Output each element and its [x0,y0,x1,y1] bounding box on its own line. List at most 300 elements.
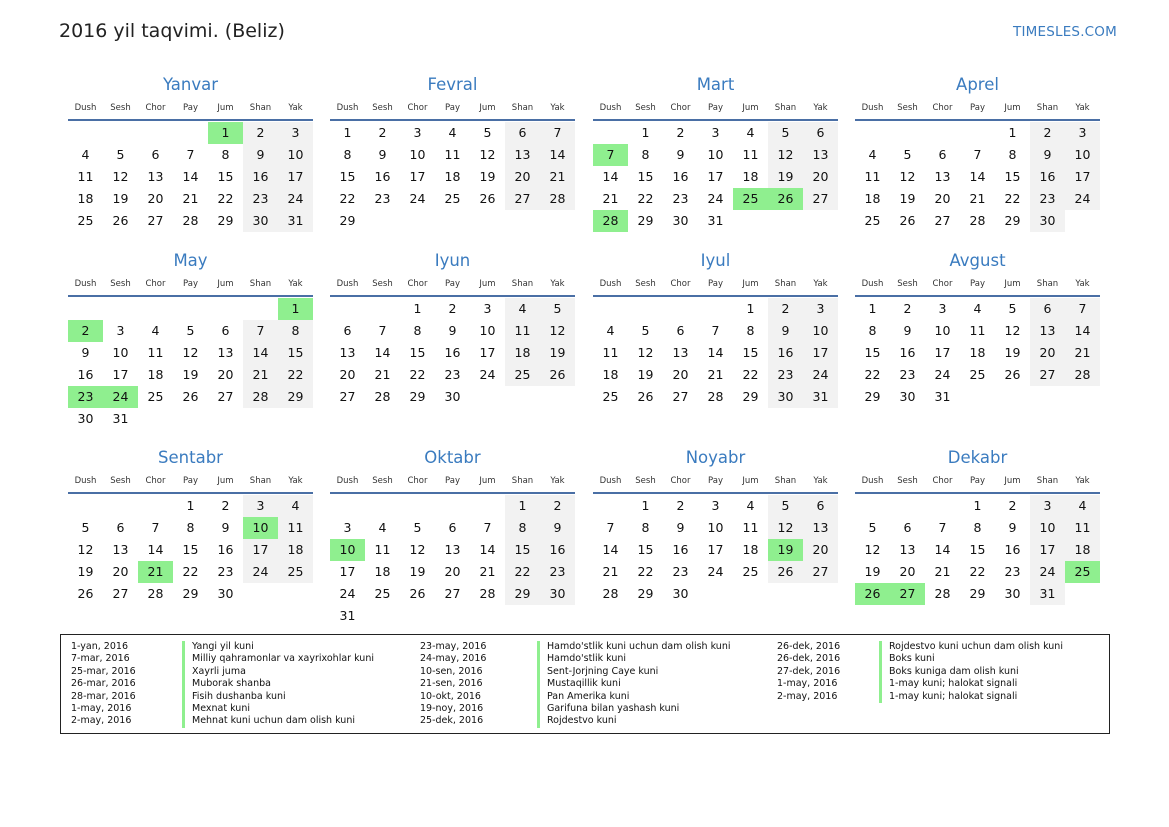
month-name: Yanvar [162,75,219,94]
day-cell: 28 [602,586,619,601]
day-cell: 22 [278,364,313,386]
weekday-header: Sesh [110,476,131,486]
day-cell: 17 [112,367,129,382]
day-cell: 27 [444,586,461,601]
day-cell: 13 [803,517,838,539]
day-cell: 4 [81,147,90,162]
day-cell: 9 [448,323,457,338]
day-cell: 12 [77,542,94,557]
day-cell: 10 [707,147,724,162]
day-cell: 12 [540,320,575,342]
weekday-header: Jum [217,279,234,289]
day-cell: 12 [1004,323,1021,338]
day-cell: 11 [742,147,759,162]
weekday-header: Dush [336,103,359,113]
day-cell: 4 [746,498,755,513]
weekday-header: Chor [407,476,428,486]
day-cell: 21 [602,191,619,206]
day-cell: 17 [479,345,496,360]
day-cell: 5 [641,323,650,338]
day-cell: 21 [182,191,199,206]
weekday-header: Jum [742,279,759,289]
day-cell: 23 [217,564,234,579]
day-cell: 16 [1030,166,1065,188]
weekday-header: Yak [550,103,565,113]
holiday-day-cell: 1 [208,122,243,144]
weekday-header: Pay [445,279,460,289]
day-cell: 7 [938,520,947,535]
day-cell: 20 [934,191,951,206]
weekday-header: Sesh [110,279,131,289]
weekday-header: Sesh [110,103,131,113]
day-cell: 16 [540,539,575,561]
day-cell: 5 [81,520,90,535]
day-cell: 7 [186,147,195,162]
day-cell: 15 [278,342,313,364]
day-cell: 9 [903,323,912,338]
holiday-day-cell: 27 [890,583,925,605]
day-cell: 3 [1065,122,1100,144]
day-cell: 26 [77,586,94,601]
day-cell: 31 [339,608,356,623]
day-cell: 14 [934,542,951,557]
day-cell: 16 [672,542,689,557]
day-cell: 26 [899,213,916,228]
day-cell: 3 [483,301,492,316]
day-cell: 20 [112,564,129,579]
day-cell: 17 [1030,539,1065,561]
day-cell: 27 [1030,364,1065,386]
day-cell: 5 [540,298,575,320]
day-cell: 13 [444,542,461,557]
day-cell: 26 [479,191,496,206]
month-name: Iyul [700,251,731,270]
day-cell: 27 [672,389,689,404]
day-cell: 2 [676,125,685,140]
day-cell: 8 [868,323,877,338]
weekday-header: Pay [445,103,460,113]
day-cell: 16 [444,345,461,360]
weekday-header: Yak [550,476,565,486]
day-cell: 21 [707,367,724,382]
header-rule [330,295,575,297]
weekday-header: Chor [145,103,166,113]
day-cell: 22 [339,191,356,206]
day-cell: 14 [540,144,575,166]
day-cell: 28 [969,213,986,228]
day-cell: 13 [899,542,916,557]
holiday-day-cell: 26 [855,583,890,605]
weekday-header: Yak [1075,476,1090,486]
legend-holiday-name: Pan Amerika kuni [537,691,629,704]
day-cell: 13 [112,542,129,557]
weekday-header: Dush [861,279,884,289]
day-cell: 29 [864,389,881,404]
day-cell: 18 [864,191,881,206]
day-cell: 28 [479,586,496,601]
day-cell: 3 [938,301,947,316]
day-cell: 25 [742,564,759,579]
holiday-day-cell: 7 [593,144,628,166]
day-cell: 31 [934,389,951,404]
day-cell: 1 [973,498,982,513]
day-cell: 27 [505,188,540,210]
day-cell: 25 [444,191,461,206]
day-cell: 5 [768,122,803,144]
day-cell: 9 [1030,144,1065,166]
day-cell: 20 [147,191,164,206]
day-cell: 12 [864,542,881,557]
weekday-header: Chor [145,279,166,289]
day-cell: 24 [278,188,313,210]
weekday-header: Shan [511,103,534,113]
day-cell: 8 [1008,147,1017,162]
weekday-header: Shan [249,279,272,289]
day-cell: 23 [768,364,803,386]
day-cell: 14 [707,345,724,360]
day-cell: 4 [151,323,160,338]
day-cell: 26 [409,586,426,601]
day-cell: 18 [147,367,164,382]
day-cell: 21 [1065,342,1100,364]
weekday-header: Chor [932,476,953,486]
day-cell: 6 [676,323,685,338]
weekday-header: Jum [217,476,234,486]
weekday-header: Jum [1004,279,1021,289]
legend-holiday-name: Muborak shanba [182,678,271,691]
day-cell: 24 [803,364,838,386]
day-cell: 21 [479,564,496,579]
day-cell: 5 [413,520,422,535]
day-cell: 19 [864,564,881,579]
day-cell: 14 [602,542,619,557]
day-cell: 23 [1004,564,1021,579]
day-cell: 26 [112,213,129,228]
day-cell: 20 [672,367,689,382]
day-cell: 9 [676,147,685,162]
day-cell: 27 [339,389,356,404]
weekday-header: Yak [1075,103,1090,113]
day-cell: 12 [899,169,916,184]
day-cell: 24 [1065,188,1100,210]
day-cell: 25 [864,213,881,228]
day-cell: 7 [378,323,387,338]
day-cell: 21 [602,564,619,579]
legend-date: 23-may, 2016 [420,641,487,652]
day-cell: 22 [182,564,199,579]
legend-date: 7-mar, 2016 [71,653,130,665]
day-cell: 23 [444,367,461,382]
holiday-day-cell: 25 [733,188,768,210]
day-cell: 1 [641,498,650,513]
holiday-day-cell: 1 [278,298,313,320]
day-cell: 18 [602,367,619,382]
legend-date: 21-sen, 2016 [420,678,483,690]
day-cell: 20 [803,539,838,561]
holiday-day-cell: 10 [330,539,365,561]
day-cell: 15 [1004,169,1021,184]
weekday-header: Shan [774,103,797,113]
day-cell: 22 [742,367,759,382]
weekday-header: Pay [183,103,198,113]
header-rule [68,295,313,297]
day-cell: 23 [672,564,689,579]
day-cell: 12 [409,542,426,557]
weekday-header: Pay [970,279,985,289]
header-rule [593,119,838,121]
day-cell: 14 [969,169,986,184]
day-cell: 26 [182,389,199,404]
weekday-header: Yak [813,476,828,486]
day-cell: 24 [1030,561,1065,583]
header-rule [68,119,313,121]
day-cell: 24 [707,191,724,206]
day-cell: 1 [343,125,352,140]
day-cell: 30 [1030,210,1065,232]
weekday-header: Pay [970,103,985,113]
day-cell: 1 [641,125,650,140]
day-cell: 29 [637,213,654,228]
day-cell: 6 [221,323,230,338]
day-cell: 6 [1030,298,1065,320]
day-cell: 22 [637,564,654,579]
weekday-header: Sesh [372,103,393,113]
day-cell: 18 [278,539,313,561]
day-cell: 25 [278,561,313,583]
day-cell: 6 [448,520,457,535]
weekday-header: Dush [74,279,97,289]
day-cell: 3 [343,520,352,535]
day-cell: 28 [1065,364,1100,386]
day-cell: 30 [672,586,689,601]
day-cell: 25 [147,389,164,404]
month-name: Noyabr [685,448,746,467]
day-cell: 27 [147,213,164,228]
day-cell: 1 [1008,125,1017,140]
day-cell: 10 [278,144,313,166]
day-cell: 31 [707,213,724,228]
weekday-header: Chor [932,279,953,289]
legend-holiday-name: Mehnat kuni uchun dam olish kuni [182,715,355,728]
day-cell: 7 [1065,298,1100,320]
day-cell: 8 [186,520,195,535]
day-cell: 20 [339,367,356,382]
day-cell: 18 [742,542,759,557]
day-cell: 27 [803,188,838,210]
weekday-header: Yak [288,476,303,486]
weekday-header: Jum [479,103,496,113]
day-cell: 19 [540,342,575,364]
holiday-day-cell: 26 [768,188,803,210]
day-cell: 17 [243,539,278,561]
day-cell: 8 [221,147,230,162]
day-cell: 29 [278,386,313,408]
day-cell: 23 [374,191,391,206]
legend-date: 2-may, 2016 [777,690,838,702]
day-cell: 20 [217,367,234,382]
day-cell: 4 [973,301,982,316]
day-cell: 19 [112,191,129,206]
weekday-header: Shan [774,279,797,289]
day-cell: 31 [1030,583,1065,605]
day-cell: 11 [278,517,313,539]
site-link[interactable]: TIMESLES.COM [1013,24,1117,40]
day-cell: 9 [676,520,685,535]
day-cell: 10 [803,320,838,342]
day-cell: 9 [540,517,575,539]
day-cell: 6 [803,122,838,144]
legend-date: 2-may, 2016 [71,715,132,727]
legend-date: 1-may, 2016 [777,678,838,690]
day-cell: 19 [182,367,199,382]
page-title: 2016 yil taqvimi. (Beliz) [59,20,285,42]
weekday-header: Yak [288,103,303,113]
legend-holiday-name: Rojdestvo kuni uchun dam olish kuni [879,641,1063,654]
day-cell: 11 [602,345,619,360]
weekday-header: Jum [217,103,234,113]
day-cell: 17 [934,345,951,360]
day-cell: 16 [768,342,803,364]
day-cell: 17 [409,169,426,184]
day-cell: 12 [637,345,654,360]
legend-date: 26-dek, 2016 [777,641,841,652]
holiday-day-cell: 21 [138,561,173,583]
weekday-header: Sesh [635,103,656,113]
legend-date: 26-mar, 2016 [71,678,136,690]
day-cell: 19 [1004,345,1021,360]
day-cell: 8 [278,320,313,342]
day-cell: 13 [803,144,838,166]
day-cell: 29 [217,213,234,228]
day-cell: 16 [77,367,94,382]
day-cell: 2 [221,498,230,513]
weekday-header: Yak [813,103,828,113]
day-cell: 21 [934,564,951,579]
weekday-header: Pay [445,476,460,486]
day-cell: 19 [479,169,496,184]
day-cell: 24 [934,367,951,382]
day-cell: 17 [707,542,724,557]
weekday-header: Dush [599,476,622,486]
legend-holiday-name: Milliy qahramonlar va xayrixohlar kuni [182,653,374,666]
day-cell: 5 [1008,301,1017,316]
day-cell: 6 [938,147,947,162]
legend-holiday-name: Xayrli juma [182,666,246,679]
day-cell: 7 [711,323,720,338]
day-cell: 13 [934,169,951,184]
day-cell: 4 [606,323,615,338]
day-cell: 18 [444,169,461,184]
day-cell: 2 [1008,498,1017,513]
weekday-header: Sesh [635,476,656,486]
day-cell: 29 [505,583,540,605]
day-cell: 3 [711,498,720,513]
weekday-header: Sesh [897,279,918,289]
day-cell: 19 [77,564,94,579]
day-cell: 9 [768,320,803,342]
day-cell: 3 [278,122,313,144]
day-cell: 23 [540,561,575,583]
day-cell: 17 [707,169,724,184]
day-cell: 12 [479,147,496,162]
day-cell: 3 [803,298,838,320]
month-name: Aprel [956,75,999,94]
day-cell: 16 [243,166,278,188]
day-cell: 19 [899,191,916,206]
day-cell: 25 [969,367,986,382]
month-name: Fevral [427,75,478,94]
day-cell: 10 [1065,144,1100,166]
day-cell: 14 [374,345,391,360]
day-cell: 16 [1004,542,1021,557]
day-cell: 4 [1065,495,1100,517]
weekday-header: Pay [970,476,985,486]
day-cell: 9 [378,147,387,162]
weekday-header: Chor [407,103,428,113]
day-cell: 18 [969,345,986,360]
day-cell: 25 [602,389,619,404]
legend-date: 19-noy, 2016 [420,703,484,714]
day-cell: 21 [243,364,278,386]
day-cell: 4 [868,147,877,162]
day-cell: 11 [742,520,759,535]
day-cell: 2 [903,301,912,316]
month-name: Oktabr [424,448,481,467]
day-cell: 14 [602,169,619,184]
day-cell: 13 [1030,320,1065,342]
weekday-header: Sesh [897,103,918,113]
weekday-header: Jum [1004,476,1021,486]
legend-date: 24-may, 2016 [420,653,487,665]
day-cell: 6 [116,520,125,535]
day-cell: 12 [768,517,803,539]
weekday-header: Sesh [635,279,656,289]
day-cell: 7 [973,147,982,162]
day-cell: 6 [505,122,540,144]
day-cell: 16 [672,169,689,184]
weekday-header: Shan [1036,476,1059,486]
day-cell: 15 [637,169,654,184]
legend-holiday-name: Fisih dushanba kuni [182,691,286,704]
day-cell: 30 [444,389,461,404]
day-cell: 28 [374,389,391,404]
day-cell: 9 [81,345,90,360]
day-cell: 17 [339,564,356,579]
day-cell: 24 [243,561,278,583]
holiday-day-cell: 23 [68,386,103,408]
weekday-header: Jum [742,103,759,113]
day-cell: 15 [742,345,759,360]
day-cell: 28 [182,213,199,228]
day-cell: 8 [343,147,352,162]
weekday-header: Sesh [897,476,918,486]
day-cell: 13 [217,345,234,360]
day-cell: 29 [969,586,986,601]
day-cell: 23 [899,367,916,382]
day-cell: 22 [864,367,881,382]
legend-holiday-name: Hamdo'stlik kuni [537,653,626,666]
header-rule [330,492,575,494]
day-cell: 18 [742,169,759,184]
holiday-day-cell: 2 [68,320,103,342]
day-cell: 29 [182,586,199,601]
day-cell: 28 [934,586,951,601]
day-cell: 15 [339,169,356,184]
day-cell: 30 [243,210,278,232]
day-cell: 8 [505,517,540,539]
weekday-header: Shan [511,279,534,289]
day-cell: 22 [217,191,234,206]
